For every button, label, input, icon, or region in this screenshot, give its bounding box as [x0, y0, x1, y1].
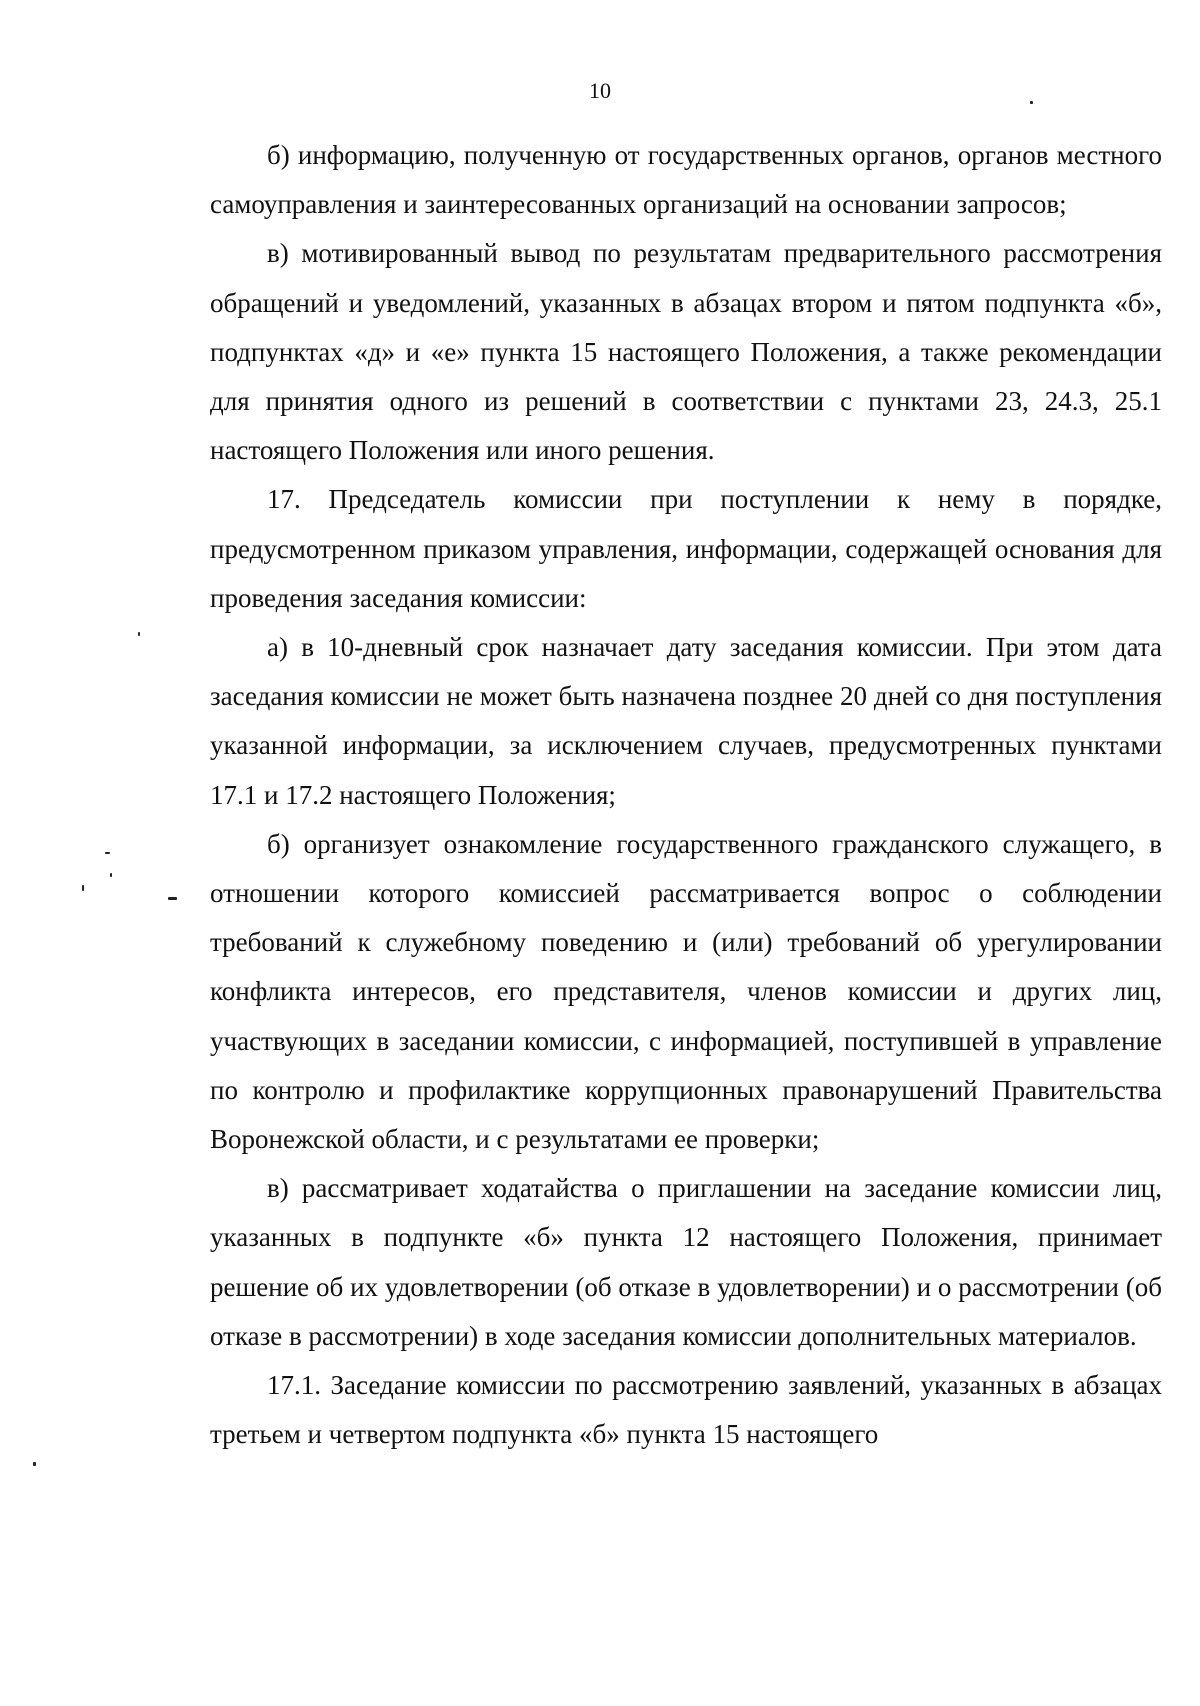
paragraph-b-familiarization: б) организует ознакомление государственного гражданского служащего, в отношении которого комиссией рассматривается вопрос о соблюдении требований к служебному поведению и (или) требований об урегулировании конфликта интересов, его представителя, членов комиссии и других лиц, участвующих в заседании комиссии, с информацией, поступившей в управление по контролю и профилактике коррупционных правонарушений Правительства Воронежской области, и с результатами ее проверки;: [210, 828, 1162, 1155]
scan-speck: [1030, 101, 1033, 104]
paragraph-v-petitions: в) рассматривает ходатайства о приглашении на заседание комиссии лиц, указанных в подпункте «б» пункта 12 настоящего Положения, принимает решение об их удовлетворении (об отказе в удовлетворении) и о рассмотрении (об отказе в рассмотрении) в ходе заседания комиссии дополнительных материалов.: [210, 1173, 1162, 1351]
scan-speck: [33, 1462, 36, 1466]
scan-speck: [168, 897, 177, 900]
scan-speck: [110, 873, 112, 877]
paragraph-a-meeting-date: а) в 10-дневный срок назначает дату заседания комиссии. При этом дата заседания комиссии не может быть назначена позднее 20 дней со дня поступления указанной информации, за исключением случаев, предусмотренных пунктами 17.1 и 17.2 настоящего Положения;: [210, 632, 1162, 810]
document-body: [210, 131, 1162, 1459]
paragraph-v-motivated-conclusion: в) мотивированный вывод по результатам предварительного рассмотрения обращений и уведомлений, указанных в абзацах втором и пятом подпункта «б», подпунктах «д» и «е» пункта 15 настоящего Положения, а также рекомендации для принятия одного из решений в соответствии с пунктами 23, 24.3, 25.1 настоящего Положения или иного решения.: [210, 238, 1162, 466]
paragraph-b-information: б) информацию, полученную от государственных органов, органов местного самоуправления и заинтересованных организаций на основании запросов;: [210, 140, 1162, 220]
scan-speck: [105, 852, 110, 854]
paragraph-17-1-meeting: 17.1. Заседание комиссии по рассмотрению заявлений, указанных в абзацах третьем и четвертом подпункта «б» пункта 15 настоящего: [210, 1370, 1162, 1450]
scan-speck: [138, 632, 140, 636]
page-number: 10: [589, 78, 611, 103]
paragraph-17-chairman: 17. Председатель комиссии при поступлении к нему в порядке, предусмотренном приказом управления, информации, содержащей основания для проведения заседания комиссии:: [210, 484, 1162, 613]
scan-speck: [82, 885, 84, 891]
